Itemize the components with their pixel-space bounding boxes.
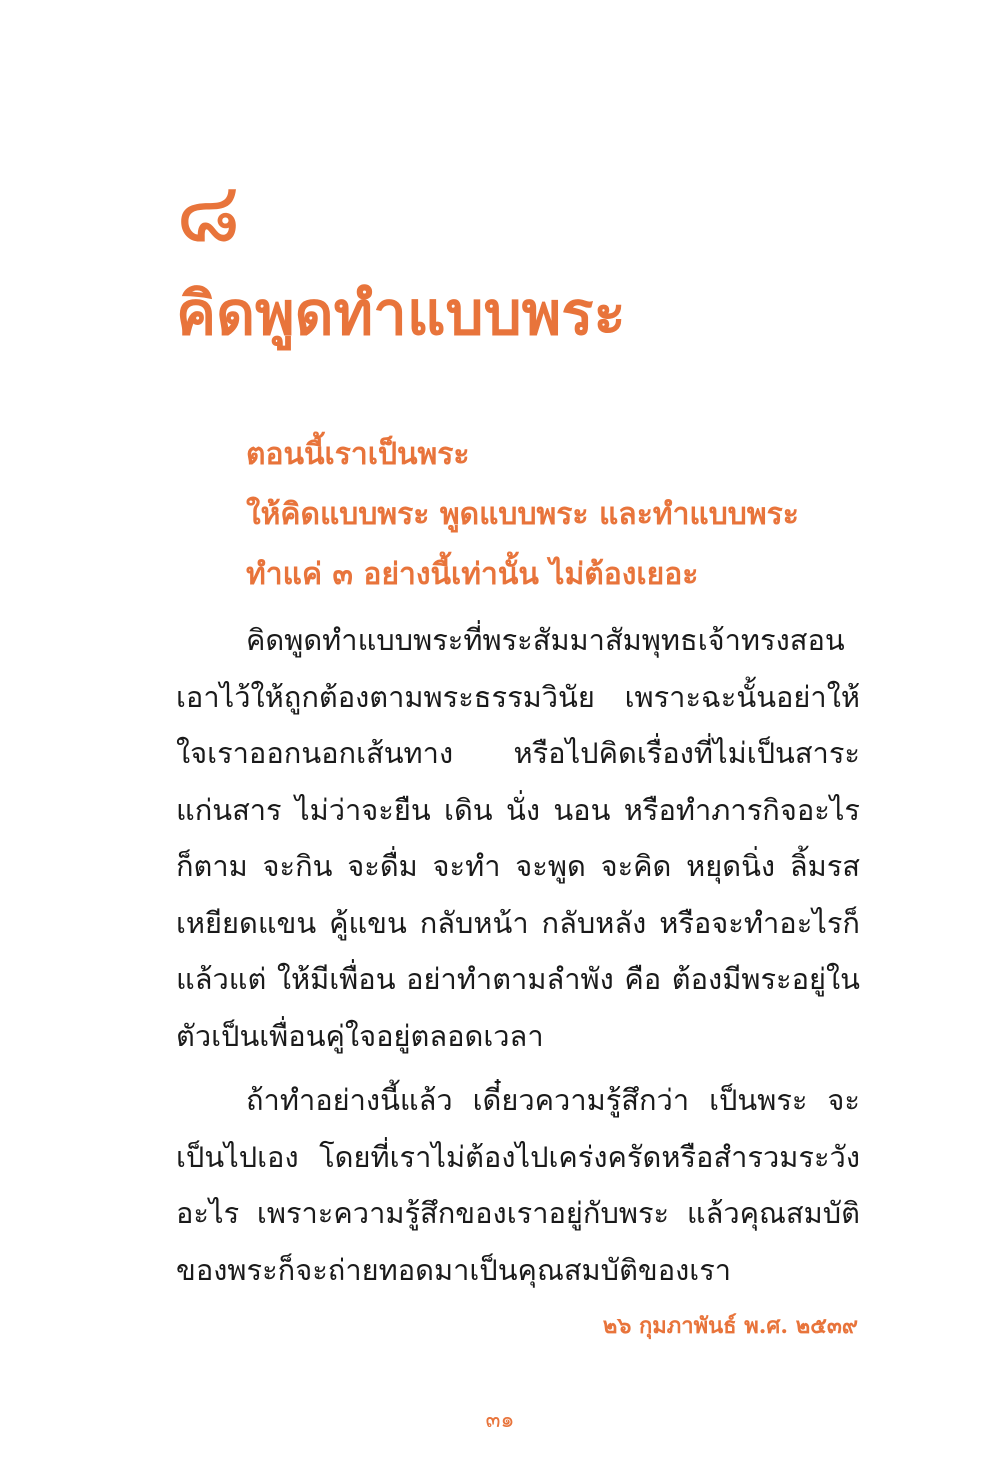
body-paragraph: ถ้าทำอย่างนี้แล้ว เดี๋ยวความรู้สึกว่า เป็นพระ จะเป็นไปเอง โดยที่เราไม่ต้องไปเคร่งครัดหรือสำรวมระวังอะไร เพราะความรู้สึกของเราอยู่กับพระ แล้วคุณสมบัติของพระก็จะถ่ายทอดมาเป็นคุณสมบัติของเรา: [176, 1083, 860, 1287]
body-paragraph: คิดพูดทำแบบพระที่พระสัมมาสัมพุทธเจ้าทรงสอนเอาไว้ให้ถูกต้องตามพระธรรมวินัย เพราะฉะนั้นอย่าให้ใจเราออกนอกเส้นทาง หรือไปคิดเรื่องที่ไม่เป็นสาระแก่นสาร ไม่ว่าจะยืน เดิน นั่ง นอน หรือทำภารกิจอะไรก็ตาม จะกิน จะดื่ม จะทำ จะพูด จะคิด หยุดนิ่ง ลิ้มรส เหยียดแขน คู้แขน กลับหน้า กลับหลัง หรือจะทำอะไรก็แล้วแต่ ให้มีเพื่อน อย่าทำตามลำพัง คือ ต้องมีพระอยู่ในตัวเป็นเพื่อนคู่ใจอยู่ตลอดเวลา: [176, 623, 860, 1053]
epigraph-line: ตอนนี้เราเป็นพระ: [246, 437, 470, 472]
date-line: ๒๖ กุมภาพันธ์ พ.ศ. ๒๕๓๙: [602, 1313, 858, 1339]
epigraph: [246, 425, 886, 605]
body-text: [176, 612, 860, 1298]
epigraph-line: ทำแค่ ๓ อย่างนี้เท่านั้น ไม่ต้องเยอะ: [246, 557, 699, 592]
chapter-number: ๘: [176, 163, 241, 261]
epigraph-line: ให้คิดแบบพระ พูดแบบพระ และทำแบบพระ: [246, 497, 799, 532]
chapter-title: คิดพูดทำแบบพระ: [176, 279, 626, 349]
page-number: ๓๑: [485, 1408, 515, 1433]
